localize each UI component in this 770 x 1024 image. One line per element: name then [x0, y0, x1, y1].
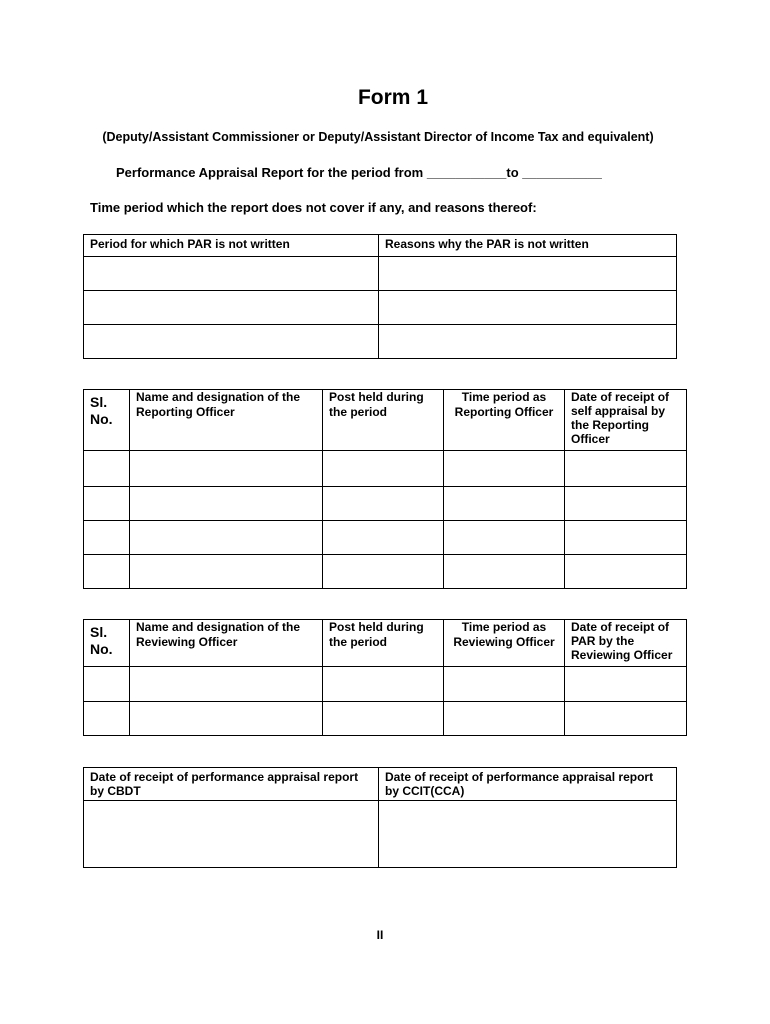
time-period-label: Time period which the report does not cover if any, and reasons thereof:: [90, 200, 537, 215]
table-cell[interactable]: [379, 801, 677, 868]
table-cell[interactable]: [565, 521, 687, 555]
table-cell[interactable]: [130, 667, 323, 702]
table-cell[interactable]: [565, 555, 687, 589]
table-cell[interactable]: [130, 555, 323, 589]
table-cell[interactable]: [130, 521, 323, 555]
time-period-reporting-header: Time period as Reporting Officer: [454, 390, 554, 419]
form-title: Form 1: [357, 86, 428, 109]
table-cell[interactable]: [84, 555, 130, 589]
form-subtitle: (Deputy/Assistant Commissioner or Deputy/Assistant Director of Income Tax and equivalent): [102, 130, 654, 144]
table-cell[interactable]: [84, 451, 130, 487]
table-cell[interactable]: [444, 667, 565, 702]
sl-no-header: Sl. No.: [84, 390, 130, 451]
reporting-officer-table: [83, 389, 687, 589]
table-cell[interactable]: [379, 291, 677, 325]
table-cell[interactable]: [84, 702, 130, 736]
table-cell[interactable]: [444, 487, 565, 521]
page-number: II: [376, 928, 384, 942]
table-cell[interactable]: [323, 667, 444, 702]
table-cell[interactable]: [323, 702, 444, 736]
table-cell[interactable]: [130, 451, 323, 487]
table-cell[interactable]: [323, 451, 444, 487]
table-cell[interactable]: [84, 257, 379, 291]
table-cell[interactable]: [565, 702, 687, 736]
post-held-header: Post held during the period: [329, 620, 424, 649]
sl-no-header: Sl. No.: [84, 620, 130, 667]
table-cell[interactable]: [565, 667, 687, 702]
receipt-dates-table: [83, 767, 677, 868]
table-cell[interactable]: [84, 521, 130, 555]
reviewing-officer-name-header: Name and designation of the Reviewing Officer: [136, 620, 301, 649]
table-cell[interactable]: [565, 487, 687, 521]
table-cell[interactable]: [130, 702, 323, 736]
date-par-receipt-header: Date of receipt of PAR by the Reviewing Officer: [571, 620, 673, 662]
table-cell[interactable]: [379, 325, 677, 359]
time-period-reviewing-header: Time period as Reviewing Officer: [453, 620, 555, 649]
table-cell[interactable]: [84, 325, 379, 359]
reviewing-officer-table: [83, 619, 687, 736]
table-cell[interactable]: [444, 702, 565, 736]
date-self-appraisal-header: Date of receipt of self appraisal by the Reporting Officer: [571, 390, 670, 446]
ccit-receipt-header: Date of receipt of performance appraisal report by CCIT(CCA): [379, 768, 677, 801]
table-cell[interactable]: [84, 667, 130, 702]
table-cell[interactable]: [379, 257, 677, 291]
table-cell[interactable]: [565, 451, 687, 487]
table-cell[interactable]: [84, 801, 379, 868]
table-cell[interactable]: [323, 521, 444, 555]
table-cell[interactable]: [444, 555, 565, 589]
table-cell[interactable]: [84, 487, 130, 521]
period-line: Performance Appraisal Report for the period from ___________to ___________: [116, 165, 602, 180]
table-cell[interactable]: [323, 555, 444, 589]
reporting-officer-name-header: Name and designation of the Reporting Officer: [136, 390, 301, 419]
par-not-written-table: [83, 234, 677, 359]
table-cell[interactable]: [130, 487, 323, 521]
table-cell[interactable]: [323, 487, 444, 521]
period-not-written-header: Period for which PAR is not written: [84, 235, 379, 257]
post-held-header: Post held during the period: [329, 390, 424, 419]
reasons-not-written-header: Reasons why the PAR is not written: [379, 235, 677, 257]
table-cell[interactable]: [84, 291, 379, 325]
table-cell[interactable]: [444, 451, 565, 487]
table-cell[interactable]: [444, 521, 565, 555]
cbdt-receipt-header: Date of receipt of performance appraisal report by CBDT: [84, 768, 379, 801]
